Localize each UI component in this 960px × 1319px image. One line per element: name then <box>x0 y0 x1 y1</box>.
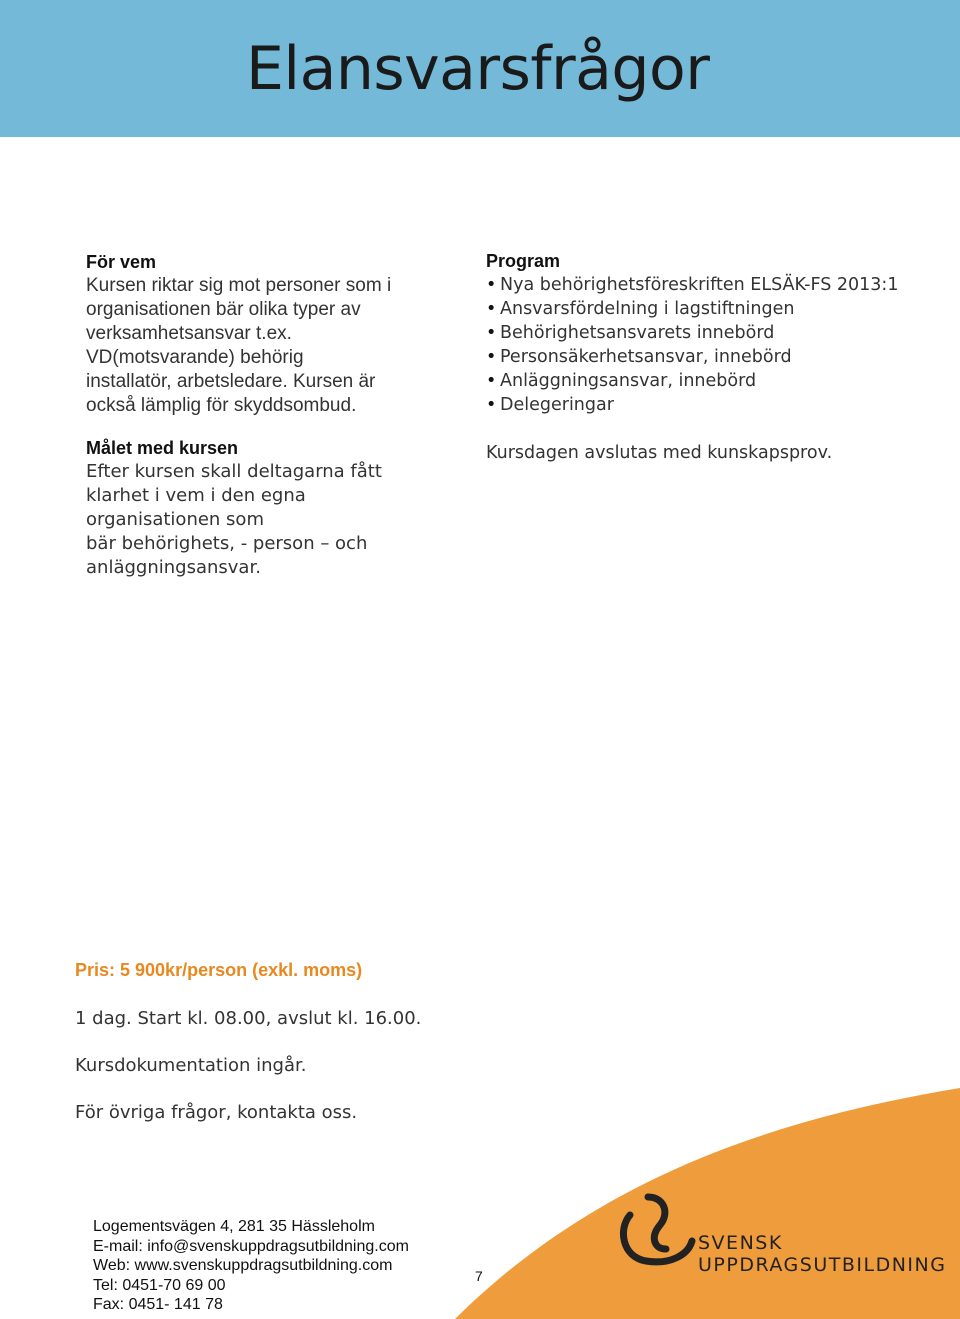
page-title: Elansvarsfrågor <box>246 34 710 104</box>
program-item: • Behörighetsansvarets innebörd <box>486 321 926 345</box>
program-list <box>486 273 926 417</box>
for-vem-text: Kursen riktar sig mot personer som i organisationen bär olika typer av verksamhetsansvar t.ex. VD(motsvarande) behörig installatör, arbetsledare. Kursen är också lämplig för skyddsombud. <box>86 275 392 416</box>
for-vem-heading: För vem <box>86 252 157 272</box>
email-text: E-mail: info@svenskuppdragsutbildning.com <box>93 1237 409 1255</box>
logo-line-2: UPPDRAGSUTBILDNING <box>698 1254 947 1276</box>
malet-text: Efter kursen skall deltagarna fått klarhet i vem i den egna organisationen som bär behörighets, - person – och anläggningsansvar. <box>86 461 382 578</box>
for-vem-section <box>86 250 446 418</box>
fax-text: Fax: 0451- 141 78 <box>93 1296 223 1313</box>
address-text: Logementsvägen 4, 281 35 Hässleholm <box>93 1218 375 1235</box>
contact-prompt-text: För övriga frågor, kontakta oss. <box>75 1102 358 1123</box>
price-text: Pris: 5 900kr/person (exkl. moms) <box>75 960 363 980</box>
malet-heading: Målet med kursen <box>86 438 239 458</box>
page-number: 7 <box>475 1268 483 1284</box>
program-section <box>486 249 926 465</box>
program-item: • Personsäkerhetsansvar, innebörd <box>486 345 926 369</box>
program-item: • Anläggningsansvar, innebörd <box>486 369 926 393</box>
web-text: Web: www.svenskuppdragsutbildning.com <box>93 1257 393 1274</box>
tel-text: Tel: 0451-70 69 00 <box>93 1276 226 1294</box>
docs-text: Kursdokumentation ingår. <box>75 1055 307 1076</box>
swirl-s-logo-icon <box>612 1193 697 1268</box>
duration-text: 1 dag. Start kl. 08.00, avslut kl. 16.00. <box>75 1008 422 1029</box>
malet-section <box>86 436 446 580</box>
program-item: • Delegeringar <box>486 393 926 417</box>
program-closing: Kursdagen avslutas med kunskapsprov. <box>486 443 833 463</box>
program-item: • Nya behörighetsföreskriften ELSÄK-FS 2013:1 <box>486 273 926 297</box>
program-heading: Program <box>486 251 561 271</box>
logo-text <box>698 1232 946 1276</box>
contact-info <box>93 1217 409 1315</box>
program-item: • Ansvarsfördelning i lagstiftningen <box>486 297 926 321</box>
logo-line-1: SVENSK <box>698 1232 783 1254</box>
